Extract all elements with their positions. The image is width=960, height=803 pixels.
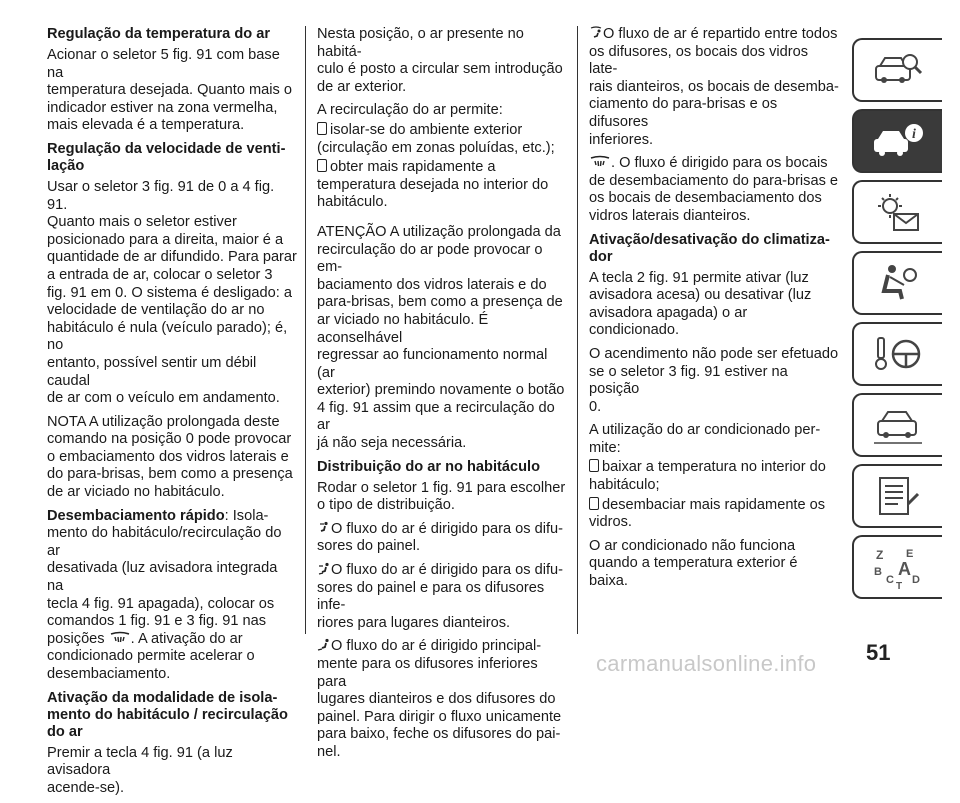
svg-text:i: i <box>912 127 916 142</box>
bullet-box-icon <box>589 497 599 510</box>
tab-key-steering[interactable] <box>852 322 942 386</box>
column-divider-2 <box>577 26 578 634</box>
distribution-item: O fluxo do ar é dirigido para os difu- sores do painel. <box>317 520 564 555</box>
paragraph-warning: ATENÇÃO A utilização prolongada da recirculação do ar pode provocar o em- baciamento dos vidros laterais e do para-brisas, bem como a presença de ar viciado no habitáculo. É aconselhável regressar ao funcionamento normal (ar exterior) premindo novamente o botão 4 fig. 91 assim que a recirculação do ar já não seja necessária. <box>317 223 565 452</box>
tab-car-info[interactable] <box>852 109 942 173</box>
tab-warning-lights[interactable] <box>852 180 942 244</box>
key-steering-icon <box>870 332 926 376</box>
distribution-item: . O fluxo é dirigido para os bocais de desembaciamento do para-brisas e os bocais de desembaciamento dos vidros laterais dianteiros. <box>589 155 839 224</box>
heading-recirculation: Ativação da modalidade de isola- mento do habitáculo / recirculação do ar <box>47 689 288 740</box>
bullet-item: baixar a temperatura no interior do habitáculo; <box>589 459 826 494</box>
airflow-face-icon <box>317 521 331 535</box>
bullet-item: isolar-se do ambiente exterior (circulação em zonas poluídas, etc.); <box>317 121 555 156</box>
airflow-face-feet-icon <box>317 562 331 576</box>
column-2 <box>317 26 567 768</box>
paragraph-note: NOTA A utilização prolongada deste comando na posição 0 pode provocar o embaciamento dos vidros laterais e do para-brisas, bem como a presença de ar viciado no habitáculo. <box>47 413 293 501</box>
car-road-icon <box>870 403 926 447</box>
tab-alphabet-index[interactable] <box>852 535 942 599</box>
paragraph-ventilation: Usar o seletor 3 fig. 91 de 0 a 4 fig. 91. Quanto mais o seletor estiver posicionado para a direita, maior é a quantidade de ar difundido. Para parar a entrada de ar, colocar o seletor 3 fig. 91 em 0. O sistema é desligado: a velocidade de ventilação do ar no habitáculo é nula (veículo parado); é, no entanto, possível sentir um débil caudal de ar com o veículo em andamento. <box>47 178 297 407</box>
paragraph-position: Nesta posição, o ar presente no habitá- culo é posto a circular sem introdução de ar exterior. <box>317 26 563 95</box>
defogging-label: Desembaciamento rápido <box>47 507 225 524</box>
tab-checklist[interactable] <box>852 464 942 528</box>
paragraph-ac-button: A tecla 2 fig. 91 permite ativar (luz avisadora acesa) ou desativar (luz avisadora apagada) o ar condicionado. <box>589 269 812 339</box>
tab-car-road[interactable] <box>852 393 942 457</box>
svg-text:B: B <box>874 566 882 578</box>
paragraph-recirculation: Premir a tecla 4 fig. 91 (a luz avisadora acende-se). <box>47 744 233 796</box>
bullet-box-icon <box>317 159 327 172</box>
svg-text:Z: Z <box>876 548 884 562</box>
paragraph-ac-low-temp: O ar condicionado não funciona quando a temperatura exterior é baixa. <box>589 537 798 590</box>
alphabet-index-icon <box>870 545 926 589</box>
bullet-box-icon <box>589 459 599 472</box>
heading-distribution: Distribuição do ar no habitáculo <box>317 458 540 475</box>
svg-text:C: C <box>886 574 894 586</box>
paragraph-distribution: Rodar o seletor 1 fig. 91 para escolher o tipo de distribuição. <box>317 479 566 514</box>
windshield-defrost-icon <box>589 155 611 169</box>
warning-lights-icon <box>870 190 926 234</box>
tab-seat-airbag[interactable] <box>852 251 942 315</box>
airflow-feet-icon <box>317 638 331 652</box>
svg-text:T: T <box>896 581 903 589</box>
paragraph-allows: A recirculação do ar permite: <box>317 102 503 119</box>
watermark: carmanualsonline.info <box>596 651 817 676</box>
svg-text:A: A <box>898 559 911 579</box>
paragraph-defogging: Desembaciamento rápido: Isola- mento do habitáculo/recirculação do ar desativada (luz avisadora integrada na tecla 4 fig. 91 apagada), colocar os comandos 1 fig. 91 e 3 fig. 91 nas posições . A ativação do ar condicionado permite acelerar o desembaciamento. <box>47 507 282 682</box>
heading-temperature: Regulação da temperatura do ar <box>47 26 271 42</box>
column-3 <box>589 26 839 597</box>
bullet-box-icon <box>317 122 327 135</box>
seat-airbag-icon <box>870 261 926 305</box>
bullet-item: desembaciar mais rapidamente os vidros. <box>589 496 826 531</box>
car-info-icon <box>870 119 926 163</box>
car-search-icon <box>870 48 926 92</box>
chapter-tabs <box>852 38 942 606</box>
tab-car-search[interactable] <box>852 38 942 102</box>
distribution-item: O fluxo do ar é dirigido para os difu- sores do painel e para os difusores infe- riores para lugares dianteiros. <box>317 562 564 631</box>
column-divider-1 <box>305 26 306 634</box>
paragraph-ac-use: A utilização do ar condicionado per- mite: <box>589 422 821 456</box>
paragraph-ac-switch-on: O acendimento não pode ser efetuado se o seletor 3 fig. 91 estiver na posição 0. <box>589 345 839 415</box>
windshield-defrost-icon <box>109 631 131 645</box>
paragraph-temperature: Acionar o seletor 5 fig. 91 com base na temperatura desejada. Quanto mais o indicador estiver na zona vermelha, mais elevada é a temperatura. <box>47 47 292 134</box>
bullet-item: obter mais rapidamente a temperatura desejada no interior do habitáculo. <box>317 159 549 211</box>
checklist-icon <box>870 474 926 518</box>
airflow-all-icon <box>589 26 603 40</box>
distribution-item: O fluxo do ar é dirigido principal- mente para os difusores inferiores para lugares dianteiros e dos difusores do painel. Para dirigir o fluxo unicamente para baixo, feche os difusores do pai- nel. <box>317 638 562 760</box>
heading-ventilation: Regulação da velocidade de venti- lação <box>47 140 286 174</box>
distribution-item: O fluxo de ar é repartido entre todos os difusores, os bocais dos vidros late- rais dianteiros, os bocais de desemba- ciamento do para-brisas e os difusores inferiores. <box>589 26 839 148</box>
heading-ac: Ativação/desativação do climatiza- dor <box>589 231 830 265</box>
svg-text:D: D <box>912 574 920 586</box>
column-1 <box>47 26 297 803</box>
svg-text:E: E <box>906 548 914 560</box>
page-number: 51 <box>866 640 891 665</box>
